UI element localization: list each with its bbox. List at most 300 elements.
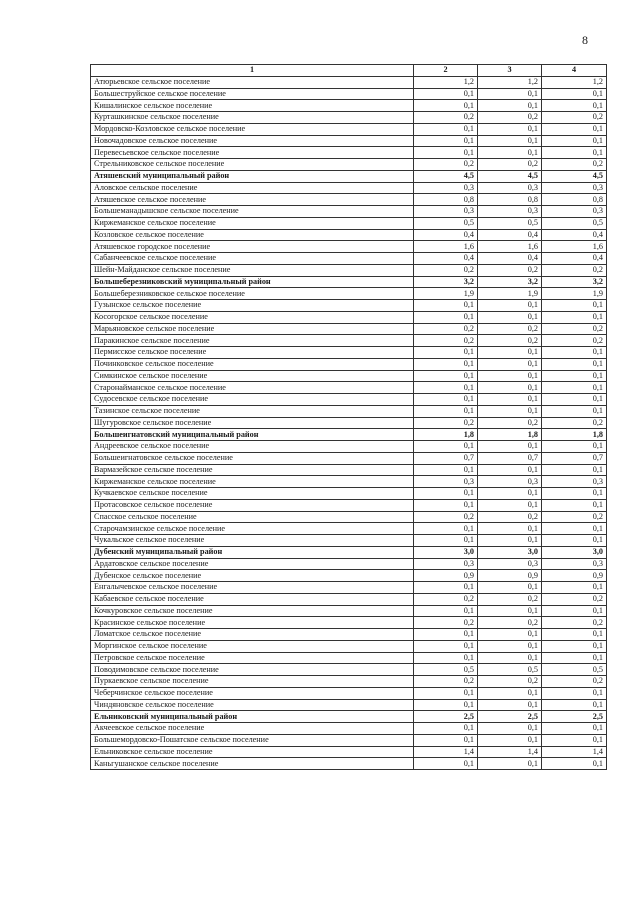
value-cell-col2: 4,5 xyxy=(414,170,478,182)
settlement-name-cell: Атяшевское сельское поселение xyxy=(91,194,414,206)
value-cell-col4: 0,4 xyxy=(542,253,607,265)
value-cell-col4: 0,1 xyxy=(542,488,607,500)
value-cell-col4: 0,1 xyxy=(542,535,607,547)
value-cell-col2: 0,2 xyxy=(414,617,478,629)
value-cell-col4: 0,1 xyxy=(542,88,607,100)
table-row xyxy=(91,417,607,429)
value-cell-col3: 0,1 xyxy=(478,147,542,159)
settlement-name-cell: Каньгушанское сельское поселение xyxy=(91,758,414,770)
value-cell-col4: 0,3 xyxy=(542,206,607,218)
value-cell-col2: 0,2 xyxy=(414,335,478,347)
value-cell-col4: 0,3 xyxy=(542,558,607,570)
value-cell-col3: 0,2 xyxy=(478,159,542,171)
value-cell-col2: 0,3 xyxy=(414,182,478,194)
value-cell-col3: 1,2 xyxy=(478,76,542,88)
value-cell-col4: 0,2 xyxy=(542,417,607,429)
value-cell-col3: 0,2 xyxy=(478,264,542,276)
value-cell-col3: 0,2 xyxy=(478,617,542,629)
settlement-name-cell: Шугуровское сельское поселение xyxy=(91,417,414,429)
settlement-name-cell: Ломатское сельское поселение xyxy=(91,629,414,641)
table-row xyxy=(91,570,607,582)
settlement-name-cell: Спасское сельское поселение xyxy=(91,511,414,523)
value-cell-col4: 0,1 xyxy=(542,300,607,312)
table-row xyxy=(91,723,607,735)
value-cell-col4: 0,1 xyxy=(542,582,607,594)
settlement-name-cell: Атяшевское городское поселение xyxy=(91,241,414,253)
settlements-table xyxy=(90,64,607,770)
value-cell-col2: 3,0 xyxy=(414,546,478,558)
value-cell-col2: 3,2 xyxy=(414,276,478,288)
value-cell-col4: 0,1 xyxy=(542,734,607,746)
value-cell-col3: 0,1 xyxy=(478,123,542,135)
value-cell-col3: 0,2 xyxy=(478,676,542,688)
table-row xyxy=(91,194,607,206)
value-cell-col4: 0,3 xyxy=(542,476,607,488)
settlement-name-cell: Чеберчинское сельское поселение xyxy=(91,687,414,699)
value-cell-col4: 0,1 xyxy=(542,464,607,476)
settlement-name-cell: Киржеманское сельское поселение xyxy=(91,217,414,229)
value-cell-col2: 1,2 xyxy=(414,76,478,88)
value-cell-col3: 0,1 xyxy=(478,535,542,547)
table-row xyxy=(91,100,607,112)
value-cell-col3: 1,8 xyxy=(478,429,542,441)
settlement-name-cell: Кучкаевское сельское поселение xyxy=(91,488,414,500)
value-cell-col2: 0,1 xyxy=(414,499,478,511)
column-header-1: 1 xyxy=(91,65,414,77)
value-cell-col3: 0,1 xyxy=(478,100,542,112)
value-cell-col4: 0,1 xyxy=(542,652,607,664)
value-cell-col3: 0,4 xyxy=(478,229,542,241)
value-cell-col4: 0,7 xyxy=(542,452,607,464)
value-cell-col2: 0,5 xyxy=(414,217,478,229)
settlement-name-cell: Тазинское сельское поселение xyxy=(91,405,414,417)
value-cell-col3: 0,1 xyxy=(478,311,542,323)
value-cell-col4: 0,2 xyxy=(542,511,607,523)
table-row xyxy=(91,135,607,147)
table-row xyxy=(91,758,607,770)
value-cell-col4: 1,2 xyxy=(542,76,607,88)
value-cell-col2: 0,1 xyxy=(414,488,478,500)
table-row xyxy=(91,488,607,500)
value-cell-col4: 0,4 xyxy=(542,229,607,241)
settlement-name-cell: Кочкуровское сельское поселение xyxy=(91,605,414,617)
value-cell-col3: 0,5 xyxy=(478,664,542,676)
value-cell-col3: 3,0 xyxy=(478,546,542,558)
value-cell-col2: 0,1 xyxy=(414,464,478,476)
settlement-name-cell: Пермисское сельское поселение xyxy=(91,347,414,359)
settlement-name-cell: Большемордовско-Пошатское сельское поселение xyxy=(91,734,414,746)
table-row xyxy=(91,676,607,688)
value-cell-col2: 0,2 xyxy=(414,323,478,335)
value-cell-col2: 1,4 xyxy=(414,746,478,758)
value-cell-col2: 0,2 xyxy=(414,112,478,124)
value-cell-col4: 0,1 xyxy=(542,687,607,699)
value-cell-col2: 0,7 xyxy=(414,452,478,464)
district-total-row xyxy=(91,711,607,723)
table-body xyxy=(91,76,607,769)
settlement-name-cell: Старочамзинское сельское поселение xyxy=(91,523,414,535)
settlement-name-cell: Акчеевское сельское поселение xyxy=(91,723,414,735)
value-cell-col4: 0,1 xyxy=(542,523,607,535)
settlement-name-cell: Судосевское сельское поселение xyxy=(91,394,414,406)
value-cell-col4: 2,5 xyxy=(542,711,607,723)
value-cell-col2: 0,1 xyxy=(414,441,478,453)
table-row xyxy=(91,370,607,382)
table-row xyxy=(91,405,607,417)
value-cell-col3: 0,1 xyxy=(478,499,542,511)
table-row xyxy=(91,558,607,570)
value-cell-col4: 1,4 xyxy=(542,746,607,758)
value-cell-col4: 0,2 xyxy=(542,676,607,688)
value-cell-col3: 0,1 xyxy=(478,394,542,406)
value-cell-col2: 1,9 xyxy=(414,288,478,300)
table-row xyxy=(91,652,607,664)
table-row xyxy=(91,593,607,605)
settlement-name-cell: Большеберезниковский муниципальный район xyxy=(91,276,414,288)
value-cell-col2: 0,1 xyxy=(414,652,478,664)
settlement-name-cell: Сабанчеевское сельское поселение xyxy=(91,253,414,265)
value-cell-col2: 0,4 xyxy=(414,253,478,265)
table-row xyxy=(91,217,607,229)
table-row xyxy=(91,511,607,523)
settlement-name-cell: Большеструйское сельское поселение xyxy=(91,88,414,100)
settlement-name-cell: Пуркаевское сельское поселение xyxy=(91,676,414,688)
value-cell-col4: 1,6 xyxy=(542,241,607,253)
settlement-name-cell: Мордовско-Козловское сельское поселение xyxy=(91,123,414,135)
district-total-row xyxy=(91,276,607,288)
table-row xyxy=(91,582,607,594)
value-cell-col2: 0,8 xyxy=(414,194,478,206)
value-cell-col3: 0,2 xyxy=(478,112,542,124)
settlement-name-cell: Петровское сельское поселение xyxy=(91,652,414,664)
value-cell-col4: 0,1 xyxy=(542,758,607,770)
column-header-2: 2 xyxy=(414,65,478,77)
settlement-name-cell: Козловское сельское поселение xyxy=(91,229,414,241)
table-row xyxy=(91,206,607,218)
value-cell-col4: 0,2 xyxy=(542,323,607,335)
value-cell-col2: 0,3 xyxy=(414,558,478,570)
table-row xyxy=(91,382,607,394)
value-cell-col2: 0,3 xyxy=(414,476,478,488)
value-cell-col3: 0,1 xyxy=(478,652,542,664)
settlement-name-cell: Вармазейское сельское поселение xyxy=(91,464,414,476)
value-cell-col3: 0,1 xyxy=(478,135,542,147)
value-cell-col3: 0,1 xyxy=(478,687,542,699)
value-cell-col4: 0,5 xyxy=(542,217,607,229)
table-row xyxy=(91,640,607,652)
table-row xyxy=(91,699,607,711)
value-cell-col4: 0,1 xyxy=(542,135,607,147)
value-cell-col2: 0,1 xyxy=(414,723,478,735)
value-cell-col3: 0,1 xyxy=(478,370,542,382)
value-cell-col2: 0,1 xyxy=(414,300,478,312)
value-cell-col3: 0,1 xyxy=(478,347,542,359)
settlement-name-cell: Симкинское сельское поселение xyxy=(91,370,414,382)
value-cell-col4: 0,1 xyxy=(542,347,607,359)
value-cell-col3: 1,6 xyxy=(478,241,542,253)
value-cell-col2: 0,1 xyxy=(414,405,478,417)
value-cell-col2: 0,1 xyxy=(414,370,478,382)
column-header-3: 3 xyxy=(478,65,542,77)
value-cell-col3: 0,1 xyxy=(478,758,542,770)
value-cell-col2: 0,3 xyxy=(414,206,478,218)
value-cell-col3: 0,8 xyxy=(478,194,542,206)
settlement-name-cell: Кабаевское сельское поселение xyxy=(91,593,414,605)
value-cell-col4: 0,2 xyxy=(542,335,607,347)
value-cell-col2: 0,2 xyxy=(414,676,478,688)
value-cell-col4: 0,1 xyxy=(542,441,607,453)
value-cell-col3: 2,5 xyxy=(478,711,542,723)
table-row xyxy=(91,452,607,464)
settlement-name-cell: Чукальское сельское поселение xyxy=(91,535,414,547)
table-row xyxy=(91,123,607,135)
settlement-name-cell: Моргинское сельское поселение xyxy=(91,640,414,652)
value-cell-col3: 0,3 xyxy=(478,476,542,488)
value-cell-col4: 0,2 xyxy=(542,617,607,629)
value-cell-col4: 0,9 xyxy=(542,570,607,582)
value-cell-col2: 0,1 xyxy=(414,135,478,147)
table-row xyxy=(91,523,607,535)
table-row xyxy=(91,441,607,453)
value-cell-col3: 0,1 xyxy=(478,488,542,500)
value-cell-col4: 0,1 xyxy=(542,370,607,382)
value-cell-col3: 0,1 xyxy=(478,382,542,394)
value-cell-col2: 0,1 xyxy=(414,640,478,652)
value-cell-col4: 0,1 xyxy=(542,499,607,511)
value-cell-col3: 1,4 xyxy=(478,746,542,758)
table-row xyxy=(91,734,607,746)
value-cell-col3: 0,1 xyxy=(478,699,542,711)
value-cell-col4: 0,8 xyxy=(542,194,607,206)
table-row xyxy=(91,88,607,100)
value-cell-col2: 2,5 xyxy=(414,711,478,723)
settlement-name-cell: Ельниковское сельское поселение xyxy=(91,746,414,758)
settlement-name-cell: Протасовское сельское поселение xyxy=(91,499,414,511)
value-cell-col3: 0,3 xyxy=(478,558,542,570)
value-cell-col2: 0,2 xyxy=(414,511,478,523)
value-cell-col3: 0,2 xyxy=(478,593,542,605)
settlement-name-cell: Аловское сельское поселение xyxy=(91,182,414,194)
value-cell-col3: 0,1 xyxy=(478,629,542,641)
settlement-name-cell: Киржеманское сельское поселение xyxy=(91,476,414,488)
value-cell-col4: 0,3 xyxy=(542,182,607,194)
settlement-name-cell: Дубенский муниципальный район xyxy=(91,546,414,558)
table-row xyxy=(91,335,607,347)
settlement-name-cell: Большеберезниковское сельское поселение xyxy=(91,288,414,300)
value-cell-col2: 0,1 xyxy=(414,699,478,711)
table-row xyxy=(91,394,607,406)
value-cell-col4: 0,2 xyxy=(542,112,607,124)
value-cell-col3: 0,4 xyxy=(478,253,542,265)
value-cell-col3: 0,1 xyxy=(478,723,542,735)
column-header-4: 4 xyxy=(542,65,607,77)
table-row xyxy=(91,358,607,370)
value-cell-col4: 0,1 xyxy=(542,358,607,370)
value-cell-col3: 0,1 xyxy=(478,405,542,417)
value-cell-col2: 0,2 xyxy=(414,417,478,429)
value-cell-col4: 0,1 xyxy=(542,723,607,735)
settlement-name-cell: Курташкинское сельское поселение xyxy=(91,112,414,124)
value-cell-col4: 0,2 xyxy=(542,159,607,171)
value-cell-col2: 0,1 xyxy=(414,358,478,370)
value-cell-col3: 0,2 xyxy=(478,511,542,523)
settlement-name-cell: Чиндяновское сельское поселение xyxy=(91,699,414,711)
value-cell-col4: 0,1 xyxy=(542,311,607,323)
value-cell-col4: 0,1 xyxy=(542,605,607,617)
value-cell-col4: 0,1 xyxy=(542,147,607,159)
value-cell-col4: 4,5 xyxy=(542,170,607,182)
value-cell-col2: 0,1 xyxy=(414,734,478,746)
value-cell-col3: 0,2 xyxy=(478,323,542,335)
table-row xyxy=(91,476,607,488)
table-row xyxy=(91,664,607,676)
value-cell-col3: 0,1 xyxy=(478,464,542,476)
value-cell-col4: 0,1 xyxy=(542,640,607,652)
table-row xyxy=(91,535,607,547)
value-cell-col2: 0,2 xyxy=(414,593,478,605)
value-cell-col3: 0,2 xyxy=(478,335,542,347)
settlement-name-cell: Марьяновское сельское поселение xyxy=(91,323,414,335)
settlement-name-cell: Шейн-Майданское сельское поселение xyxy=(91,264,414,276)
table-row xyxy=(91,464,607,476)
value-cell-col2: 0,1 xyxy=(414,394,478,406)
value-cell-col2: 1,8 xyxy=(414,429,478,441)
value-cell-col3: 0,1 xyxy=(478,88,542,100)
value-cell-col4: 0,2 xyxy=(542,593,607,605)
settlement-name-cell: Ельниковский муниципальный район xyxy=(91,711,414,723)
settlement-name-cell: Андреевское сельское поселение xyxy=(91,441,414,453)
settlement-name-cell: Перевесьевское сельское поселение xyxy=(91,147,414,159)
settlement-name-cell: Большеманадышское сельское поселение xyxy=(91,206,414,218)
table-row xyxy=(91,112,607,124)
value-cell-col3: 0,1 xyxy=(478,605,542,617)
value-cell-col3: 0,1 xyxy=(478,358,542,370)
value-cell-col4: 1,9 xyxy=(542,288,607,300)
value-cell-col3: 1,9 xyxy=(478,288,542,300)
value-cell-col2: 0,1 xyxy=(414,582,478,594)
settlement-name-cell: Новочадовское сельское поселение xyxy=(91,135,414,147)
settlement-name-cell: Косогорское сельское поселение xyxy=(91,311,414,323)
value-cell-col3: 0,3 xyxy=(478,206,542,218)
table-row xyxy=(91,499,607,511)
value-cell-col2: 0,1 xyxy=(414,123,478,135)
settlement-name-cell: Красинское сельское поселение xyxy=(91,617,414,629)
table-row xyxy=(91,347,607,359)
settlement-name-cell: Старонайманское сельское поселение xyxy=(91,382,414,394)
value-cell-col4: 0,1 xyxy=(542,394,607,406)
value-cell-col2: 0,1 xyxy=(414,347,478,359)
settlement-name-cell: Атюрьевское сельское поселение xyxy=(91,76,414,88)
table-row xyxy=(91,264,607,276)
value-cell-col4: 0,1 xyxy=(542,123,607,135)
value-cell-col2: 0,1 xyxy=(414,88,478,100)
value-cell-col3: 0,1 xyxy=(478,582,542,594)
settlement-name-cell: Паракинское сельское поселение xyxy=(91,335,414,347)
value-cell-col3: 4,5 xyxy=(478,170,542,182)
value-cell-col2: 0,1 xyxy=(414,535,478,547)
table-row xyxy=(91,159,607,171)
value-cell-col2: 0,1 xyxy=(414,147,478,159)
settlement-name-cell: Стрельниковское сельское поселение xyxy=(91,159,414,171)
district-total-row xyxy=(91,170,607,182)
settlement-name-cell: Починковское сельское поселение xyxy=(91,358,414,370)
value-cell-col4: 0,1 xyxy=(542,629,607,641)
value-cell-col2: 0,1 xyxy=(414,687,478,699)
value-cell-col3: 3,2 xyxy=(478,276,542,288)
settlement-name-cell: Гузынское сельское поселение xyxy=(91,300,414,312)
value-cell-col4: 0,1 xyxy=(542,382,607,394)
value-cell-col2: 0,5 xyxy=(414,664,478,676)
settlement-name-cell: Ардатовское сельское поселение xyxy=(91,558,414,570)
value-cell-col3: 0,5 xyxy=(478,217,542,229)
page-number: 8 xyxy=(582,33,588,47)
value-cell-col3: 0,1 xyxy=(478,640,542,652)
table-row xyxy=(91,182,607,194)
value-cell-col3: 0,1 xyxy=(478,523,542,535)
table-row xyxy=(91,687,607,699)
value-cell-col4: 3,0 xyxy=(542,546,607,558)
value-cell-col2: 0,1 xyxy=(414,605,478,617)
value-cell-col2: 0,2 xyxy=(414,264,478,276)
table-row xyxy=(91,323,607,335)
table-row xyxy=(91,605,607,617)
value-cell-col2: 0,4 xyxy=(414,229,478,241)
value-cell-col4: 0,1 xyxy=(542,100,607,112)
table-row xyxy=(91,311,607,323)
value-cell-col3: 0,1 xyxy=(478,734,542,746)
settlement-name-cell: Большеигнатовский муниципальный район xyxy=(91,429,414,441)
value-cell-col2: 0,9 xyxy=(414,570,478,582)
value-cell-col2: 1,6 xyxy=(414,241,478,253)
value-cell-col4: 0,1 xyxy=(542,699,607,711)
value-cell-col2: 0,1 xyxy=(414,382,478,394)
value-cell-col4: 1,8 xyxy=(542,429,607,441)
value-cell-col4: 0,2 xyxy=(542,264,607,276)
table-row xyxy=(91,288,607,300)
value-cell-col3: 0,7 xyxy=(478,452,542,464)
table-row xyxy=(91,241,607,253)
settlement-name-cell: Дубенское сельское поселение xyxy=(91,570,414,582)
settlement-name-cell: Енгалычевское сельское поселение xyxy=(91,582,414,594)
value-cell-col2: 0,1 xyxy=(414,523,478,535)
value-cell-col3: 0,1 xyxy=(478,300,542,312)
value-cell-col3: 0,1 xyxy=(478,441,542,453)
value-cell-col2: 0,2 xyxy=(414,159,478,171)
value-cell-col4: 3,2 xyxy=(542,276,607,288)
value-cell-col4: 0,5 xyxy=(542,664,607,676)
value-cell-col3: 0,2 xyxy=(478,417,542,429)
value-cell-col3: 0,3 xyxy=(478,182,542,194)
settlement-name-cell: Поводимовское сельское поселение xyxy=(91,664,414,676)
value-cell-col4: 0,1 xyxy=(542,405,607,417)
table-row xyxy=(91,229,607,241)
settlement-name-cell: Кишалинское сельское поселение xyxy=(91,100,414,112)
value-cell-col2: 0,1 xyxy=(414,311,478,323)
table-row xyxy=(91,746,607,758)
value-cell-col3: 0,9 xyxy=(478,570,542,582)
table-header-row xyxy=(91,65,607,77)
table-row xyxy=(91,629,607,641)
district-total-row xyxy=(91,429,607,441)
value-cell-col2: 0,1 xyxy=(414,100,478,112)
settlement-name-cell: Атяшевский муниципальный район xyxy=(91,170,414,182)
value-cell-col2: 0,1 xyxy=(414,629,478,641)
table-row xyxy=(91,76,607,88)
table-row xyxy=(91,253,607,265)
settlement-name-cell: Большеигнатовское сельское поселение xyxy=(91,452,414,464)
table-row xyxy=(91,617,607,629)
table-row xyxy=(91,147,607,159)
